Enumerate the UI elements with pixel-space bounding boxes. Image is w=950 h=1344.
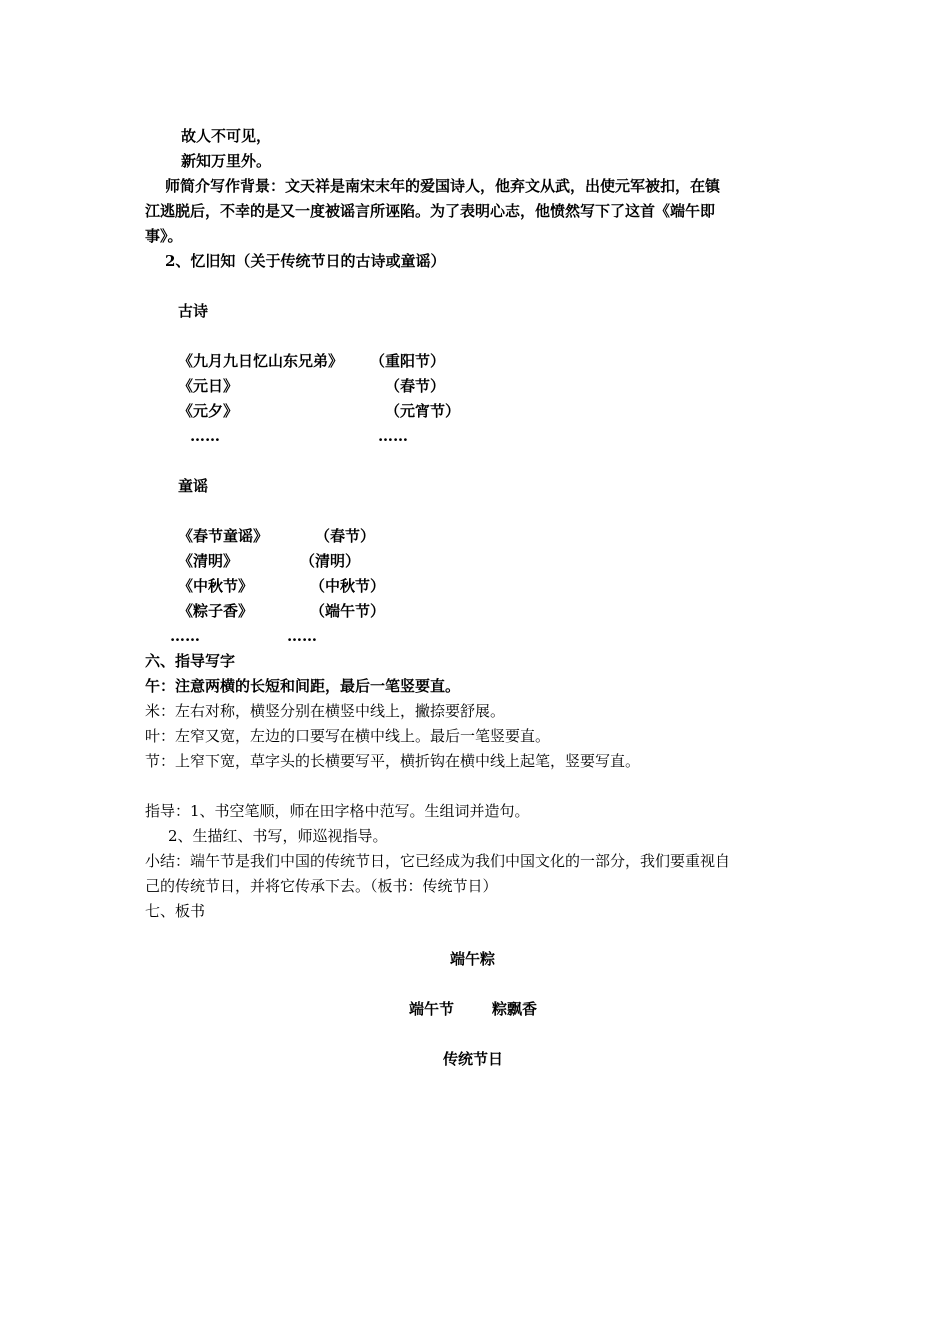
background-line-3: 事》。 bbox=[145, 227, 183, 245]
song-title: …… bbox=[170, 627, 200, 645]
board-bottom: 传统节日 bbox=[443, 1050, 504, 1068]
background-line-1: 师简介写作背景：文天祥是南宋末年的爱国诗人，他弃文从武，出使元军被扣，在镇 bbox=[165, 177, 721, 195]
poems-heading: 古诗 bbox=[178, 302, 209, 320]
poem-title: 《九月九日忆山东兄弟》 bbox=[178, 352, 344, 370]
poem-title: 《元日》 bbox=[178, 377, 239, 395]
board-title: 端午粽 bbox=[450, 950, 496, 968]
song-festival: （春节） bbox=[315, 527, 376, 545]
song-title: 《春节童谣》 bbox=[178, 527, 269, 545]
summary-line-1: 小结：端午节是我们中国的传统节日，它已经成为我们中国文化的一部分，我们要重视自 bbox=[145, 852, 731, 870]
song-title: 《粽子香》 bbox=[178, 602, 254, 620]
song-festival: （端午节） bbox=[310, 602, 386, 620]
poem-festival: …… bbox=[378, 427, 408, 445]
guide-line-2: 2、生描红、书写，师巡视指导。 bbox=[168, 827, 388, 845]
board-right: 粽飘香 bbox=[492, 1000, 538, 1018]
poem-festival: （春节） bbox=[385, 377, 446, 395]
board-heading: 七、板书 bbox=[145, 902, 206, 920]
poem-title: …… bbox=[190, 427, 220, 445]
poem-title: 《元夕》 bbox=[178, 402, 239, 420]
poem-festival: （元宵节） bbox=[385, 402, 461, 420]
song-title: 《清明》 bbox=[178, 552, 239, 570]
poem-line-2: 新知万里外。 bbox=[181, 152, 272, 170]
writing-jie: 节：上窄下宽，草字头的长横要写平，横折钩在横中线上起笔，竖要写直。 bbox=[145, 752, 641, 770]
poem-festival: （重阳节） bbox=[370, 352, 446, 370]
writing-wu: 午：注意两横的长短和间距，最后一笔竖要直。 bbox=[145, 677, 461, 695]
songs-heading: 童谣 bbox=[178, 477, 209, 495]
song-festival: （清明） bbox=[300, 552, 361, 570]
poem-line-1: 故人不可见， bbox=[181, 127, 272, 145]
writing-heading: 六、指导写字 bbox=[145, 652, 236, 670]
writing-ye: 叶：左窄又宽，左边的口要写在横中线上。最后一笔竖要直。 bbox=[145, 727, 551, 745]
background-line-2: 江逃脱后，不幸的是又一度被谣言所诬陷。为了表明心志，他愤然写下了这首《端午即 bbox=[145, 202, 716, 220]
song-title: 《中秋节》 bbox=[178, 577, 254, 595]
board-left: 端午节 bbox=[409, 1000, 455, 1018]
song-festival: （中秋节） bbox=[310, 577, 386, 595]
song-festival: …… bbox=[287, 627, 317, 645]
recall-heading: 2、忆旧知（关于传统节日的古诗或童谣） bbox=[165, 252, 446, 270]
guide-line-1: 指导：1、书空笔顺，师在田字格中范写。生组词并造句。 bbox=[145, 802, 530, 820]
writing-mi: 米：左右对称，横竖分别在横竖中线上，撇捺要舒展。 bbox=[145, 702, 506, 720]
summary-line-2: 己的传统节日，并将它传承下去。（板书：传统节日） bbox=[145, 877, 498, 895]
